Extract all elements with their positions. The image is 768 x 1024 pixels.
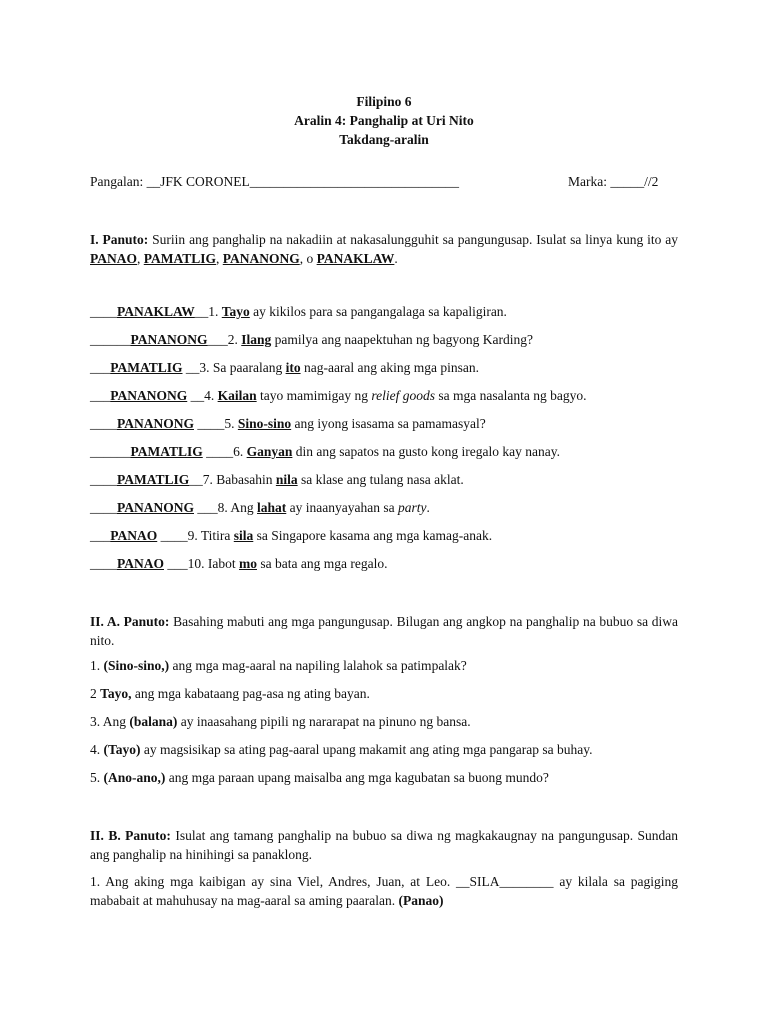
name-line: _______________________________ <box>249 174 460 189</box>
sentence-rest: sa mga nasalanta ng bagyo. <box>435 388 587 403</box>
key-pronoun: Ilang <box>241 332 272 347</box>
choice-pananong: PANANONG <box>222 251 300 266</box>
key-pronoun: Sino-sino <box>237 416 292 431</box>
student-name: JFK CORONEL <box>160 174 250 189</box>
part2a-item-2 <box>90 686 370 702</box>
choice-panao: PANAO <box>90 251 137 266</box>
choice-separator: , o <box>299 251 317 266</box>
part2a-item-4 <box>90 742 593 758</box>
part2a-item-3 <box>90 714 471 730</box>
answer-blank: ______ <box>90 332 131 347</box>
sentence-rest: ang iyong isasama sa pamamasyal? <box>291 416 486 431</box>
item-number: ___10. Iabot <box>164 556 239 571</box>
answer-blank: ____ <box>90 556 117 571</box>
item-number: 2 <box>90 686 101 701</box>
part2b-instr-text: Isulat ang tamang panghalip na bubuo sa diwa ng magkakaugnay na pangungusap. Sundan ang panghalip na hinihingi sa panaklong. <box>90 828 679 862</box>
sentence-rest: sa klase ang tulang nasa aklat. <box>297 472 464 487</box>
worksheet-header <box>0 92 768 149</box>
sentence-rest: pamilya ang naapektuhan ng bagyong Karding? <box>271 332 533 347</box>
item-number: ____6. <box>202 444 247 459</box>
part2a-instructions <box>90 612 678 650</box>
choice-pamatlig: PAMATLIG <box>143 251 216 266</box>
sentence-rest: ay inaanyayahan sa <box>286 500 398 515</box>
sentence-rest: tayo mamimigay ng <box>256 388 372 403</box>
part2a-item-5 <box>90 770 549 786</box>
part1-heading: I. Panuto: <box>90 232 149 247</box>
part2a-item-1 <box>90 658 467 674</box>
part2b-instructions <box>90 826 678 864</box>
key-pronoun: nila <box>275 472 298 487</box>
score-label: Marka: <box>568 174 611 189</box>
subject-title: Filipino 6 <box>356 94 412 109</box>
answer-text: PAMATLIG <box>130 444 203 459</box>
answer-text: PANANONG <box>117 416 194 431</box>
part1-item-9 <box>90 528 492 544</box>
chosen-pronoun: (balana) <box>129 714 178 729</box>
answer-text: PANAO <box>117 556 164 571</box>
answer-blank: ___ <box>90 360 111 375</box>
item-number: ___2. <box>207 332 242 347</box>
answer-text: PANAKLAW <box>117 304 195 319</box>
sentence-rest: ay kikilos para sa pangangalaga sa kapaligiran. <box>249 304 507 319</box>
chosen-pronoun: Tayo, <box>100 686 132 701</box>
italic-term: relief goods <box>371 388 435 403</box>
part1-item-4 <box>90 388 586 404</box>
answer-text: PAMATLIG <box>110 360 183 375</box>
answer-text: PANANONG <box>130 332 208 347</box>
item-number: __1. <box>194 304 222 319</box>
item-number: __4. <box>187 388 218 403</box>
italic-term: party <box>397 500 427 515</box>
part1-item-10 <box>90 556 387 572</box>
item-number: __3. Sa paaralang <box>182 360 286 375</box>
sentence-rest: ang mga paraan upang maisalba ang mga kagubatan sa buong mundo? <box>165 770 549 785</box>
key-pronoun: ito <box>285 360 301 375</box>
choice-separator: , <box>216 251 223 266</box>
choice-panaklaw: PANAKLAW <box>316 251 395 266</box>
answer-blank: ____ <box>90 416 117 431</box>
pronoun-hint: (Panao) <box>398 893 444 908</box>
item-number: ____9. Titira <box>157 528 234 543</box>
name-prefix: __ <box>146 174 161 189</box>
answer-blank: ____ <box>90 304 117 319</box>
chosen-pronoun: (Sino-sino,) <box>103 658 170 673</box>
part2b-item-1 <box>90 872 678 910</box>
name-field <box>90 174 459 190</box>
item-number: ____5. <box>194 416 238 431</box>
score-field <box>568 174 658 190</box>
part2b-heading: II. B. Panuto: <box>90 828 171 843</box>
sentence-rest: ang mga mag-aaral na napiling lalahok sa patimpalak? <box>169 658 467 673</box>
answer-text: PANANONG <box>117 500 194 515</box>
item-number: 4. <box>90 742 104 757</box>
sentence-rest: sa Singapore kasama ang mga kamag-anak. <box>253 528 493 543</box>
key-pronoun: sila <box>233 528 254 543</box>
assignment-type: Takdang-aralin <box>339 132 429 147</box>
part1-item-8 <box>90 500 430 516</box>
name-label: Pangalan: <box>90 174 147 189</box>
student-info-row <box>90 174 678 194</box>
part1-instr-text: Suriin ang panghalip na nakadiin at nakasalungguhit sa pangungusap. Isulat sa linya kung ito ay <box>148 232 678 247</box>
key-pronoun: Tayo <box>221 304 250 319</box>
sentence-rest: ang mga kabataang pag-asa ng ating bayan. <box>131 686 370 701</box>
item-number: ___8. Ang <box>194 500 258 515</box>
choice-separator: , <box>137 251 144 266</box>
sentence-rest: ay magsisikap sa ating pag-aaral upang makamit ang ating mga pangarap sa buhay. <box>140 742 593 757</box>
answer-text: PANANONG <box>110 388 188 403</box>
instruction-end: . <box>394 251 398 266</box>
answer-blank: ____ <box>90 472 117 487</box>
part1-item-6 <box>90 444 560 460</box>
item-number: 1. <box>90 658 104 673</box>
sentence-rest: . <box>426 500 430 515</box>
key-pronoun: mo <box>239 556 257 571</box>
part1-item-3 <box>90 360 479 376</box>
part2a-instr-text: Basahing mabuti ang mga pangungusap. Bilugan ang angkop na panghalip na bubuo sa diwa nito. <box>90 614 678 648</box>
part1-item-7 <box>90 472 464 488</box>
score-value: _____//2 <box>610 174 659 189</box>
part1-item-1 <box>90 304 507 320</box>
key-pronoun: Kailan <box>217 388 257 403</box>
part1-instructions <box>90 230 678 268</box>
item-number: __7. Babasahin <box>189 472 276 487</box>
part2a-heading: II. A. Panuto: <box>90 614 170 629</box>
key-pronoun: Ganyan <box>246 444 293 459</box>
item-number: 3. Ang <box>90 714 130 729</box>
answer-text: PAMATLIG <box>117 472 190 487</box>
answer-blank: ___ <box>90 528 111 543</box>
answer-blank: ____ <box>90 500 117 515</box>
sentence-rest: sa bata ang mga regalo. <box>257 556 388 571</box>
sentence-rest: din ang sapatos na gusto kong iregalo kay nanay. <box>292 444 560 459</box>
sentence-rest: nag-aaral ang aking mga pinsan. <box>300 360 480 375</box>
chosen-pronoun: (Tayo) <box>103 742 141 757</box>
lesson-title: Aralin 4: Panghalip at Uri Nito <box>294 113 474 128</box>
key-pronoun: lahat <box>257 500 287 515</box>
answer-text: PANAO <box>110 528 158 543</box>
answer-blank: ______ <box>90 444 131 459</box>
item-number: 5. <box>90 770 104 785</box>
chosen-pronoun: (Ano-ano,) <box>103 770 166 785</box>
part1-item-2 <box>90 332 533 348</box>
sentence-rest: ay inaasahang pipili ng nararapat na pinuno ng bansa. <box>177 714 471 729</box>
part1-item-5 <box>90 416 486 432</box>
answer-blank: ___ <box>90 388 111 403</box>
item-sentence: 1. Ang aking mga kaibigan ay sina Viel, Andres, Juan, at Leo. __SILA________ ay kilala sa pagiging mababait at mahuhusay na mag-aaral sa aming paaralan. <box>90 874 678 908</box>
